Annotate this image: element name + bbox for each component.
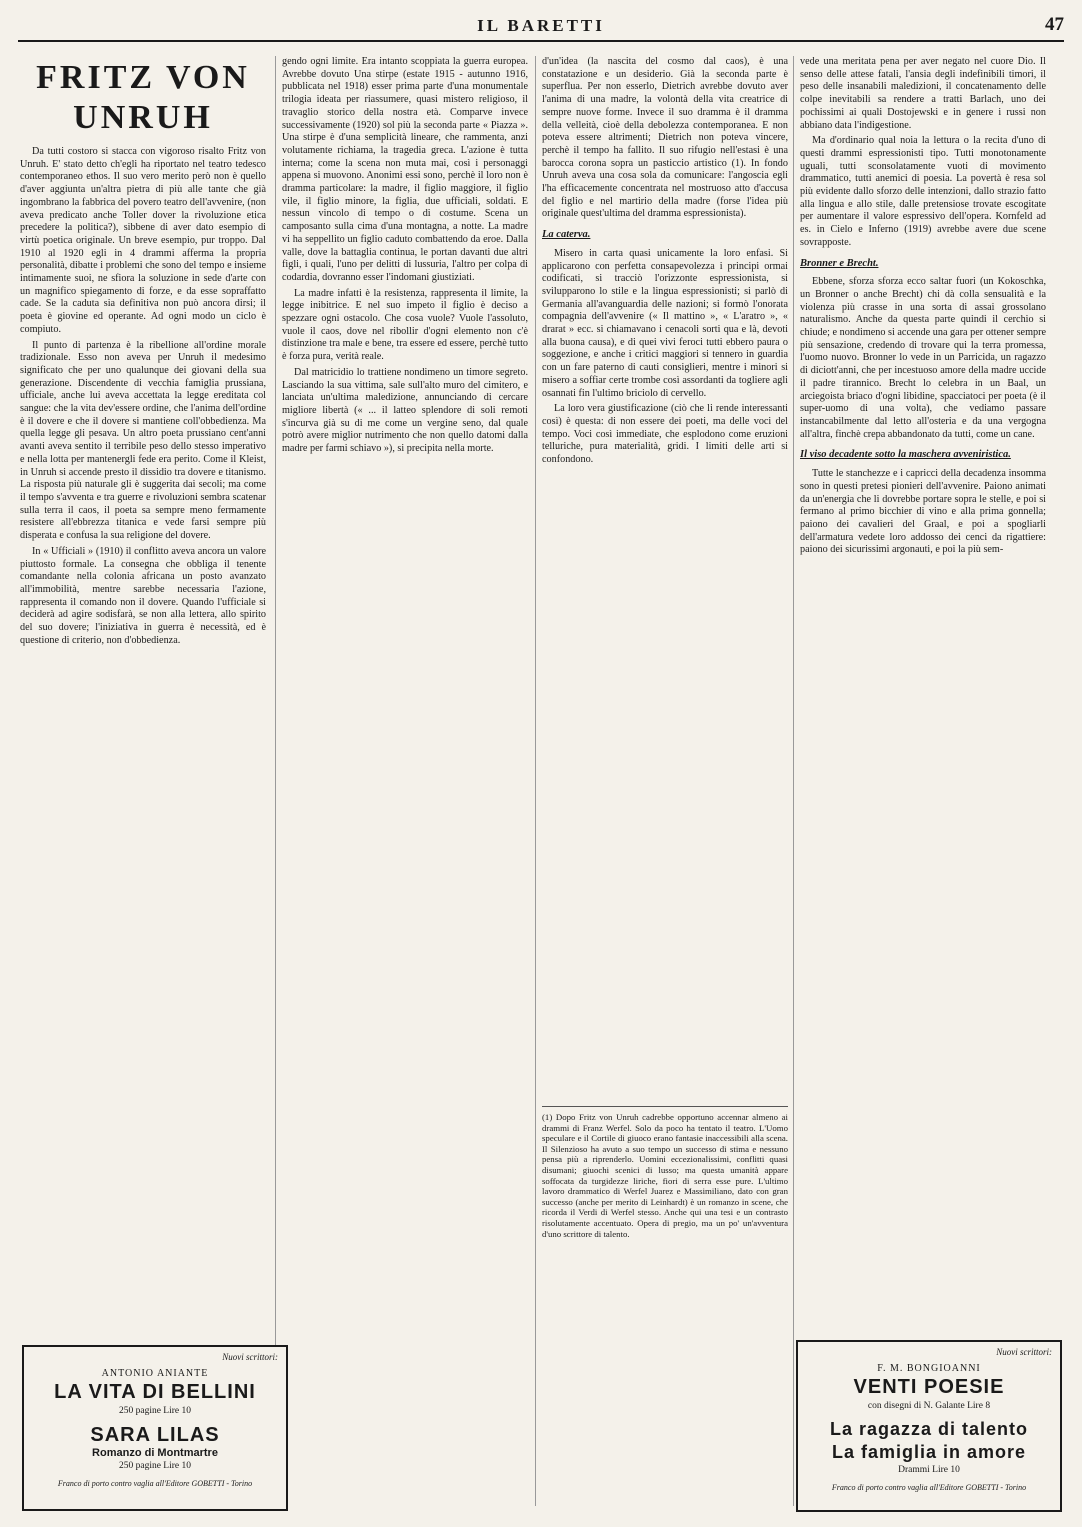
- footnote: (1) Dopo Fritz von Unruh cadrebbe opportuno accennar almeno ai drammi di Franz Werfel. Solo da poco ha tentato il teatro. L'Uomo speculare e il Cortile di giuoco erano fantasie inaccessibili alla scena. Il Silenzioso ha avuto a suo tempo un successo di stima e nessuno pensa più a riprenderlo. Uomini eccezionalissimi, conflitti quasi disumani; giuochi scenici di lusso; ma questa umanità appare soffocata da turgidezze liriche, fiori di serra esse pure. L'ultimo lavoro drammatico di Werfel Juarez e Massimiliano, dato con gran successo (anche per merito di Leinhardt) è un romanzo in scene, che ricorda il Verdi di Werfel stesso. Anche qui una tesi e un contrasto risolutamente accentuato. Opera di pregio, ma un po' un'avventura d'uno scrittore di talento.: [542, 1106, 788, 1239]
- paragraph: Tutte le stanchezze e i capricci della decadenza insomma sono in questi pretesi pionieri dell'avvenire. Paiono animati da un'energia che li dovrebbe portare sopra le stelle, e poi si fermano al primo bicchier di vino e alla prima gonnella; paiono dei cavalieri del Graal, e poi a spogliarli dell'armatura vedete loro addosso dei cenci da rigattiere: paiono dei sicurissimi argonauti, e poi la più sem-: [800, 468, 1046, 556]
- advertisement-aniante: [22, 1345, 288, 1511]
- ad-book-title: La ragazza di talento: [829, 1419, 1029, 1439]
- ad-book-title: VENTI POESIE: [853, 1376, 1005, 1398]
- ad-publisher-note: Franco di porto contro vaglia all'Editore GOBETTI - Torino: [57, 1479, 253, 1488]
- paragraph: Dal matricidio lo trattiene nondimeno un timore segreto. Lasciando la sua vittima, sale sull'alto muro del cimitero, e lanciata un'ultima maledizione, annunciando di cercare migliore libertà (« ... il latteo splendore di soli remoti s'incurva già su di me come un vergine seno, dal quale potrò avere miglior nutrimento che non quello datomi dalla madre per farmi schiavo »), si precipita nella morte.: [282, 366, 528, 455]
- page-number: 47: [1045, 14, 1064, 35]
- paragraph: gendo ogni limite. Era intanto scoppiata la guerra europea. Avrebbe dovuto Una stirpe (estate 1915 - autunno 1916, pubblicata nel 1918) esser prima parte d'una monumentale trilogia ideata per riassumere, quasi mistero religioso, il travaglio storico della nostra età. Comparve invece successivamente (1920) sol più la seconda parte « Piazza ». Una stirpe è d'una semplicità lineare, che rammenta, anzi volutamente richiama, la tragedia greca. L'azione è tutta interna; come la scena non muta mai, così i personaggi appena si muovono. Anonimi essi sono, perchè il loro non è dramma particolare: la madre, il figlio maggiore, il figlio vile, il figlio minore, la figlia, due ufficiali, soldati. E nessun vincolo di tempo o di costume. Scena un camposanto sulla cima d'una montagna, a notte. La madre vi ha seppellito un figlio caduto combattendo da eroe. Dalla valle, dove la battaglia continua, le portan davanti due altri figli, i quali, l'uno per delitti di lussuria, l'altro per colpa di codardia, dovranno esser l'indomani giustiziati.: [282, 56, 528, 283]
- column-divider: [275, 56, 276, 1506]
- column-3: [542, 56, 788, 1516]
- column-divider: [793, 56, 794, 1506]
- ad-price: 250 pagine Lire 10: [118, 1461, 192, 1471]
- ad-book-title: La famiglia in amore: [831, 1442, 1027, 1462]
- paragraph: Ebbene, sforza sforza ecco saltar fuori (un Kokoschka, un Bronner o anche Brecht) chi dà colla sensualità e la violenza più crasse in una sorta di assai grossolano naturalismo. Anche da questa parte quindi il cerchio si chiude; e nondimeno si accende una gara per ottener sempre più sensazione, credendo di trovare qui la terra promessa, l'uomo nuovo. Bronner lo vede in un Parricida, un ragazzo di diciott'anni, che per incestuoso amore della madre uccide il padre tirannico. Brecht lo celebra in un Baal, un arciegoista briaco d'ogni libidine, spacciatoci per poeta (è il super-uomo di una volta), che vediamo passare instancabilmente dal letto all'osteria e da una vergogna all'altra, finchè crepa abbandonato da tutti, come un cane.: [800, 276, 1046, 440]
- ad-book-title: LA VITA DI BELLINI: [54, 1381, 256, 1403]
- column-divider: [535, 56, 536, 1506]
- ad-price: Drammi Lire 10: [898, 1465, 960, 1475]
- ad-publisher-note: Franco di porto contro vaglia all'Editore GOBETTI - Torino: [831, 1483, 1027, 1492]
- page-header: [18, 14, 1064, 42]
- advertisement-bongioanni: [796, 1340, 1062, 1512]
- paragraph: In « Ufficiali » (1910) il conflitto aveva ancora un valore piuttosto formale. La consegna che obbliga il tenente comandante nella colonia africana un posto avanzato all'immobilità, mentre sarebbe necessaria l'azione, rappresenta il comando non il dovere. Quando l'ufficiale si deciderà ad agire sodisfarà, se non alla lettera, allo spirito del suo dovere; l'iniziativa in guerra è necessità, ed è questione di criterio, non d'obbedienza.: [20, 545, 266, 646]
- paragraph: d'un'idea (la nascita del cosmo dal caos), è una constatazione e un desiderio. Già la seconda parte è superflua. Per non esserlo, Dietrich avrebbe dovuto aver l'anima di una madre, la volontà della vita creatrice di sempre nuove forme. Invece il suo dramma è il dramma della velleità, cioè della debolezza contemporanea. E non poteva essere altrimenti; Dietrich non poteva vincere, perchè il tempo ha fallito. Il suo rifugio nell'estasi è una barocca corona sopra un pasticcio artistico (1). In fondo Unruh aveva una cosa sola da comunicare: l'angoscia egli l'ha efficacemente concentrata nel mostruoso atto d'accusa del figlio e nel martirio della madre (forse l'idea più originale quest'ultima del dramma espressionista).: [542, 56, 788, 220]
- paragraph: La loro vera giustificazione (ciò che li rende interessanti così) è questa: di non essere dei poeti, ma delle voci del tempo. Voci così immediate, che esplodono come eruzioni telluriche, pura materialità, gridi. I limiti delle arti si confondono.: [542, 403, 788, 466]
- paragraph: Il punto di partenza è la ribellione all'ordine morale tradizionale. Esso non aveva per Unruh il medesimo significato che per uno qualunque dei giovani della sua generazione. Discendente di vecchia famiglia prussiana, ufficiale, anche lui aveva accettata la legge ereditata col sangue: che la vita dev'essere ordine, che l'anima dell'ordine è il dovere e che il dovere si mantiene coll'obbedienza. Ma quella legge gli pesava. Un altro poeta prussiano cent'anni avanti aveva sentito il terribile peso dello stesso imperativo e nella lotta per mantenergli fede era perito. Come il Kleist, in Unruh si accende presto il dissidio tra dovere e titanismo. La risposta più naturale gli è suggerita dai secoli; ma come il tempo s'avventa e tra guerre e rivoluzioni sembra scatenar sulla terra il caos, il poeta sa sempre meno fermamente resistere all'ebbrezza titanica e vede farsi sempre più disperata e confusa la sua religione del dovere.: [20, 339, 266, 542]
- column-1: [20, 56, 266, 1516]
- paragraph: Da tutti costoro si stacca con vigoroso risalto Fritz von Unruh. E' stato detto ch'egli ha riportato nel teatro tedesco contemporaneo ethos. Il suo vero merito però non è quello d'aver aggiunta un'altra pietra di più alle tante che già ingombrano la fabbrica del povero teatro dell'avvenire, (non aveva predicato anche Toller dover la rivoluzione etica precedere la politica?), sibbene di aver dato esempio di virtù poetica originale. Un breve esempio, pur troppo. Dal 1910 al 1920 egli in 4 drammi afferma la propria personalità, dibatte i problemi che sono del tempo e insieme intimamente suoi, ne sfiora la soluzione in sede d'arte con un magnifico spiegamento di forze, e da esse sopraffatto cade. Se la caduta sia definitiva non può ancora dirsi; il poeta è giovine ed operante. Ad ogni modo un ciclo è compiuto.: [20, 146, 266, 335]
- section-heading: Bronner e Brecht.: [800, 257, 879, 269]
- ad-price: 250 pagine Lire 10: [118, 1406, 192, 1416]
- publication-name: IL BARETTI: [477, 16, 605, 35]
- paragraph: La madre infatti è la resistenza, rappresenta il limite, la legge inibitrice. E nel suo impeto il figlio è deciso a spezzare ogni ostacolo. Che cosa vuole? Vuole l'assoluto, vuole il caos, dove nel ribollir d'ogni elemento non c'è distinzione tra male e bene, tra essere ed essere, perchè tutto è forza pura, verità reale.: [282, 287, 528, 363]
- article-title: FRITZ VON UNRUH: [36, 59, 250, 136]
- section-heading: La caterva.: [542, 229, 591, 241]
- ad-author: F. M. BONGIOANNI: [877, 1363, 981, 1374]
- column-2: [282, 56, 528, 1516]
- paragraph: Ma d'ordinario qual noia la lettura o la recita d'uno di questi drammi espressionisti tipo. Tutti monotonamente uguali, tutti sconsolatamente vuoti di movimento drammatico, tutti anemici di poesia. La povertà è resa sol più evidente dallo sforzo delle intenzioni, dallo strazio fatto alla lingua e allo stile, dalle pretensiose trovate escogitate per aumentare il valore espressivo dell'opera. Kornfeld ad es. in Cielo e Inferno (1919) avrebbe avere due scene sovrapposte.: [800, 135, 1046, 248]
- ad-label: Nuovi scrittori:: [222, 1352, 278, 1362]
- paragraph: Misero in carta quasi unicamente la loro enfasi. Si applicarono con perfetta consapevolezza i principi ormai codificati, si tracciò l'orizzonte espressionista, si svilupparono lo stile e la lingua espressionisti; si parlò di Germania all'avanguardia delle nazioni; si formò l'onorata compagnia dell'avvenire (« Il mattino », « L'aratro », « drarat » ecc. si chiamavano i cenacoli sorti qua e là, devoti alla buona causa), e di quei vivi feroci tutti ebbero paura o soggezione, e anche i critici maggiori si tennero in guardia con un fare paterno di cauti consiglieri, mentre i minori si misero a soffiar certe trombe così assordanti da togliere agli osannati fin l'ultimo briciolo di cervello.: [542, 247, 788, 399]
- ad-author: ANTONIO ANIANTE: [101, 1368, 209, 1379]
- section-heading: Il viso decadente sotto la maschera avveniristica.: [800, 449, 1011, 461]
- ad-book-subtitle: Romanzo di Montmartre: [92, 1447, 218, 1459]
- column-4: [800, 56, 1046, 1516]
- ad-label: Nuovi scrittori:: [996, 1347, 1052, 1357]
- ad-book-title: SARA LILAS: [90, 1424, 220, 1446]
- paragraph: vede una meritata pena per aver negato nel cuore Dio. Il senso delle attese fatali, l'ansia degli indefinibili timori, il peso delle insanabili maledizioni, il concatenamento delle colpe inevitabili sa rendere a tratti Barlach, uno dei pochissimi ai quali Dostojewski e in genere i russi non abbiano data l'indigestione.: [800, 56, 1046, 131]
- ad-book-subtitle: con disegni di N. Galante Lire 8: [867, 1401, 991, 1411]
